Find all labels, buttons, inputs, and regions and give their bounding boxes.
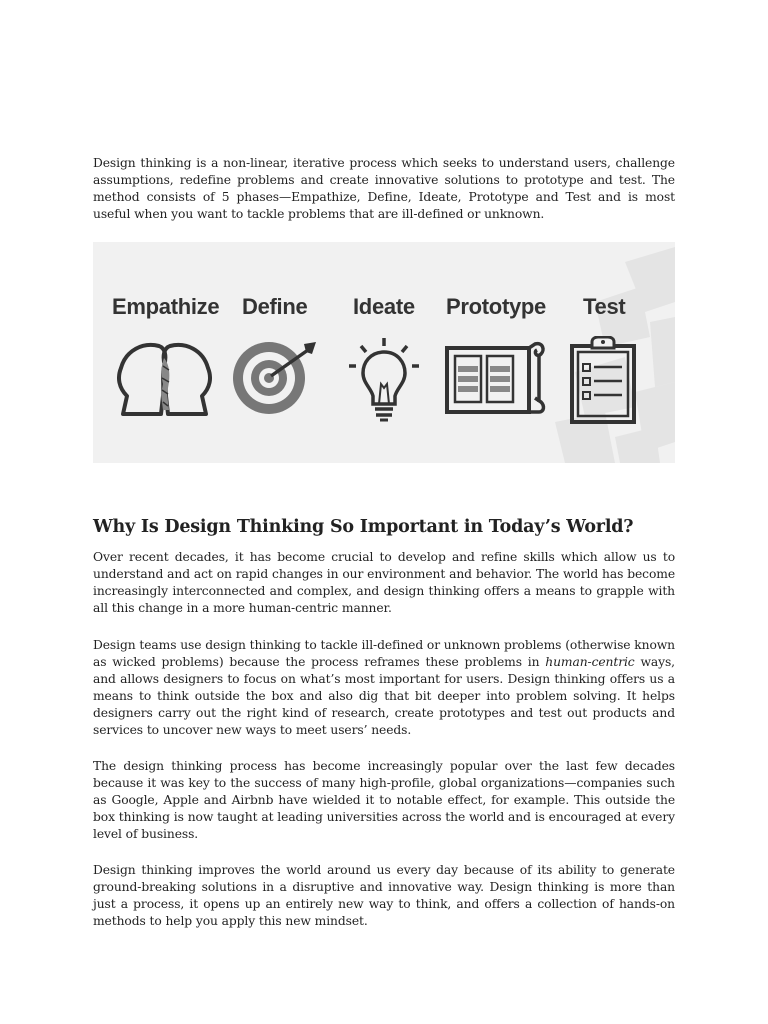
phase-label-prototype: Prototype <box>446 294 546 319</box>
section-heading: Why Is Design Thinking So Important in Today’s World? <box>93 517 634 537</box>
phase-label-define: Define <box>242 294 308 319</box>
clipboard-checklist-icon <box>568 336 638 424</box>
phase-label-empathize: Empathize <box>112 294 220 319</box>
paragraph-2-emphasis: human-centric <box>545 655 635 669</box>
paragraph-2-text-b: ways, and allows designers to focus on what’s most important for users. Design thinking offers us a means to think outside the box and also dig that bit deeper into problem solving. It helps designers carry out the right kind of research, create prototypes and test out products and services to uncover new ways to meet users’ needs. <box>93 655 675 737</box>
body-paragraph-3: The design thinking process has become increasingly popular over the last few decades because it was key to the success of many high-profile, global organizations—companies such as Google, Apple and Airbnb have wielded it to notable effect, for example. This outside the box thinking is now taught at leading universities across the world and is encouraged at every level of business. <box>93 759 675 841</box>
paragraph-2-text-a: Design teams use design thinking to tackle ill-defined or unknown problems (otherwise known as wicked problems) because the process reframes these problems in <box>93 638 675 669</box>
body-paragraph-4: Design thinking improves the world around us every day because of its ability to generate ground-breaking solutions in a disruptive and innovative way. Design thinking is more than just a process, it opens up an entirely new way to think, and offers a collection of hands-on methods to help you apply this new mindset. <box>93 863 675 928</box>
body-paragraph-1: Over recent decades, it has become crucial to develop and refine skills which allow us to understand and act on rapid changes in our environment and behavior. The world has become increasingly interconnected and complex, and design thinking offers a means to grapple with all this change in a more human-centric manner. <box>93 550 675 615</box>
empathize-heads-icon <box>117 336 212 418</box>
blueprint-icon <box>443 336 547 418</box>
target-arrow-icon <box>232 336 318 418</box>
lightbulb-icon <box>347 336 421 422</box>
intro-paragraph: Design thinking is a non-linear, iterative process which seeks to understand users, challenge assumptions, redefine problems and create innovative solutions to prototype and test. The method consists of 5 phases—Empathize, Define, Ideate, Prototype and Test and is most useful when you want to tackle problems that are ill-defined or unknown. <box>93 156 675 221</box>
phase-label-ideate: Ideate <box>353 294 415 319</box>
phase-label-test: Test <box>583 294 626 319</box>
body-paragraph-2 <box>93 637 675 739</box>
design-thinking-phases-figure <box>93 242 675 463</box>
